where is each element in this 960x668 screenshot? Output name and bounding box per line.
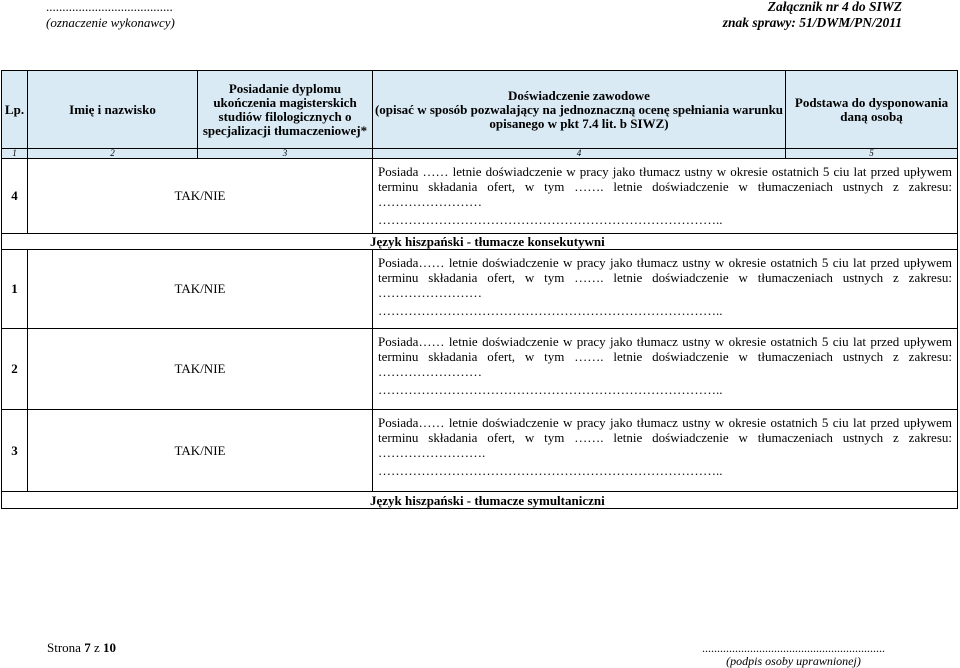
row-experience bbox=[373, 250, 958, 329]
row-experience-text: Posiada …… letnie doświadczenie w pracy jako tłumacz ustny w okresie ostatnich 5 ciu lat przed upływem terminu składania ofert, w tym ……. letnie doświadczenie w tłumaczeniach ustnych z zakresu: …………………… bbox=[378, 164, 952, 209]
section-row-simultaneous bbox=[2, 492, 958, 509]
table-header-row bbox=[2, 71, 958, 149]
case-reference: znak sprawy: 51/DWM/PN/2011 bbox=[722, 15, 902, 30]
page-current: 7 bbox=[84, 640, 91, 655]
document-header-right bbox=[723, 0, 902, 31]
row-lp: 4 bbox=[2, 159, 28, 234]
contractor-label: (oznaczenie wykonawcy) bbox=[46, 15, 175, 30]
colnum: 5 bbox=[786, 149, 958, 159]
table-row bbox=[2, 250, 958, 329]
header-diploma: Posiadanie dyplomu ukończenia magisterskich studiów filologicznych o specjalizacji tłumaczeniowej* bbox=[198, 71, 373, 149]
experience-table bbox=[1, 70, 958, 509]
header-basis: Podstawa do dysponowania daną osobą bbox=[786, 71, 958, 149]
header-experience-title: Doświadczenie zawodowe bbox=[508, 87, 650, 103]
signature-label: (podpis osoby uprawnionej) bbox=[726, 654, 861, 668]
row-experience-text: Posiada…… letnie doświadczenie w pracy jako tłumacz ustny w okresie ostatnich 5 ciu lat przed upływem terminu składania ofert, w tym ……. letnie doświadczenie w tłumaczeniach ustnych z zakresu: …………………… bbox=[378, 255, 952, 300]
row-experience-dots: …………………………………………………………………….. bbox=[378, 382, 723, 397]
colnum: 3 bbox=[198, 149, 373, 159]
header-experience-desc: (opisać w sposób pozwalający na jednoznaczną ocenę spełniania warunku opisanego w pkt 7.4 lit. b SIWZ) bbox=[374, 101, 784, 131]
attachment-label: Załącznik nr 4 do SIWZ bbox=[767, 0, 902, 14]
page-prefix: Strona bbox=[47, 640, 85, 655]
table-row bbox=[2, 329, 958, 410]
colnum: 4 bbox=[373, 149, 786, 159]
colnum: 2 bbox=[28, 149, 198, 159]
row-experience-dots: …………………………………………………………………….. bbox=[378, 212, 723, 227]
table-row bbox=[2, 159, 958, 234]
row-tak-nie: TAK/NIE bbox=[28, 329, 373, 410]
header-lp: Lp. bbox=[2, 71, 28, 149]
section-row-consecutive bbox=[2, 234, 958, 250]
row-lp: 3 bbox=[2, 410, 28, 492]
header-experience bbox=[373, 71, 786, 149]
table-row bbox=[2, 410, 958, 492]
page-mid: z bbox=[90, 640, 103, 655]
row-experience bbox=[373, 329, 958, 410]
row-experience-dots: …………………………………………………………………….. bbox=[378, 303, 723, 318]
contractor-dots: ....................................... bbox=[46, 0, 173, 14]
row-tak-nie: TAK/NIE bbox=[28, 410, 373, 492]
row-tak-nie: TAK/NIE bbox=[28, 159, 373, 234]
section-title: Język hiszpański - tłumacze symultaniczni bbox=[2, 492, 958, 509]
row-experience-text: Posiada…… letnie doświadczenie w pracy jako tłumacz ustny w okresie ostatnich 5 ciu lat przed upływem terminu składania ofert, w tym ……. letnie doświadczenie w tłumaczeniach ustnych z zakresu: …………………… bbox=[378, 334, 952, 379]
header-name: Imię i nazwisko bbox=[28, 71, 198, 149]
signature-dots: ............................................................. bbox=[702, 641, 885, 655]
page-total: 10 bbox=[102, 640, 116, 655]
row-lp: 2 bbox=[2, 329, 28, 410]
page-number bbox=[47, 640, 116, 656]
contractor-block bbox=[46, 0, 175, 31]
row-lp: 1 bbox=[2, 250, 28, 329]
signature-block bbox=[702, 642, 885, 668]
colnum: 1 bbox=[2, 149, 28, 159]
row-experience-text: Posiada…… letnie doświadczenie w pracy jako tłumacz ustny w okresie ostatnich 5 ciu lat przed upływem terminu składania ofert, w tym ……. letnie doświadczenie w tłumaczeniach ustnych z zakresu: ……………………. bbox=[378, 415, 952, 460]
row-experience bbox=[373, 159, 958, 234]
row-experience-dots: …………………………………………………………………….. bbox=[378, 463, 723, 478]
column-numbers-row bbox=[2, 149, 958, 159]
section-title: Język hiszpański - tłumacze konsekutywni bbox=[2, 234, 958, 250]
row-experience bbox=[373, 410, 958, 492]
row-tak-nie: TAK/NIE bbox=[28, 250, 373, 329]
